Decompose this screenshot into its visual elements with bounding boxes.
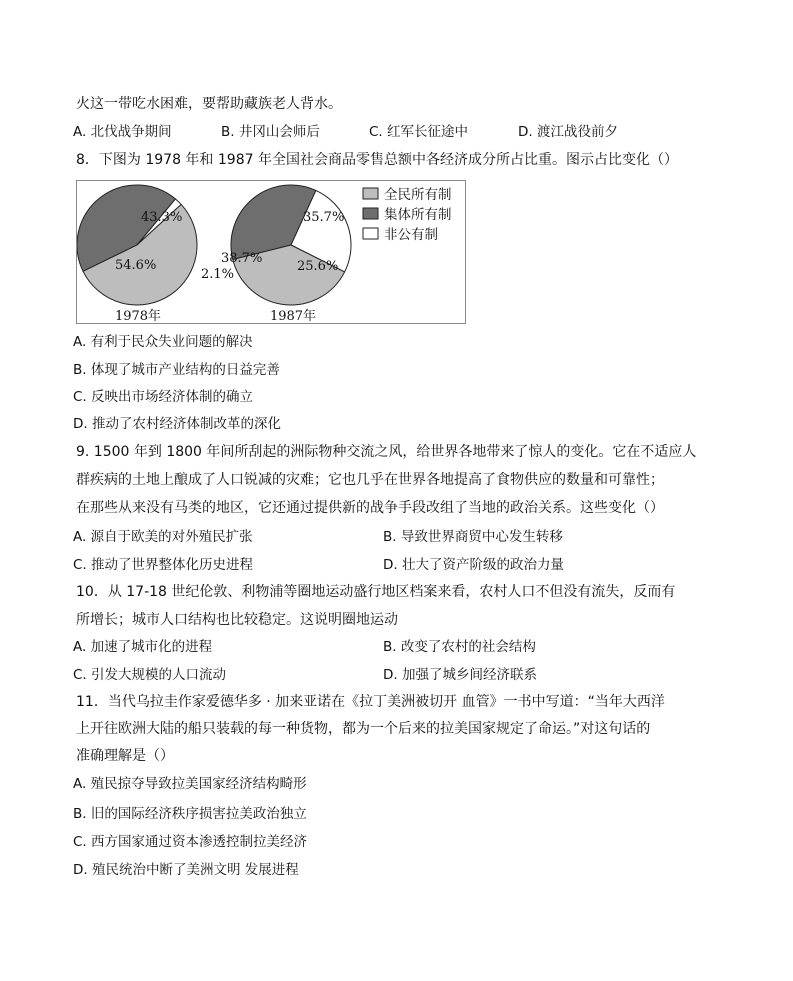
q11-option-b[interactable]: B. 旧的国际经济秩序损害拉美政治独立 — [73, 806, 307, 822]
pie-value-label: 54.6% — [115, 258, 157, 273]
q8-option-c[interactable]: C. 反映出市场经济体制的确立 — [73, 389, 254, 405]
legend-label: 集体所有制 — [384, 207, 452, 223]
q7-option-b[interactable]: B. 井冈山会师后 — [221, 124, 320, 140]
q10-option-a[interactable]: A. 加速了城市化的进程 — [73, 639, 213, 655]
pie-year-label: 1978年 — [114, 309, 162, 323]
q9-option-d[interactable]: D. 壮大了资产阶级的政治力量 — [383, 557, 564, 573]
pie-value-label: 25.6% — [297, 259, 339, 274]
q8-option-d[interactable]: D. 推动了农村经济体制改革的深化 — [73, 416, 281, 432]
q8-option-a[interactable]: A. 有利于民众失业问题的解决 — [73, 334, 253, 350]
q8-stem: 8．下图为 1978 年和 1987 年全国社会商品零售总额中各经济成分所占比重。图示占比变化（） — [76, 152, 678, 168]
q9-stem-line-2: 群疾病的土地上酿成了人口锐减的灾难；它也几乎在世界各地提高了食物供应的数量和可靠性； — [76, 472, 664, 488]
legend-label: 非公有制 — [384, 227, 438, 243]
q9-option-b[interactable]: B. 导致世界商贸中心发生转移 — [383, 529, 563, 545]
pie-value-label: 2.1% — [201, 267, 235, 282]
legend-swatch — [363, 228, 378, 239]
legend-swatch — [363, 188, 378, 199]
pie-chart-figure — [76, 180, 466, 324]
q10-option-b[interactable]: B. 改变了农村的社会结构 — [383, 639, 536, 655]
q9-stem-line-3: 在那些从来没有马类的地区，它还通过提供新的战争手段改组了当地的政治关系。这些变化（） — [76, 500, 664, 516]
q11-stem-line-1: 11．当代乌拉圭作家爱德华多 · 加来亚诺在《拉丁美洲被切开 血管》一书中写道：“当年大西洋 — [76, 694, 665, 710]
q7-option-a[interactable]: A. 北伐战争期间 — [73, 124, 172, 140]
pie-year-label: 1987年 — [269, 309, 317, 323]
pie-value-label: 43.3% — [141, 210, 183, 225]
q11-option-c[interactable]: C. 西方国家通过资本渗透控制拉美经济 — [73, 834, 308, 850]
q11-stem-line-2: 上开往欧洲大陆的船只装载的每一种货物，都为一个后来的拉美国家规定了命运。”对这句话的 — [76, 721, 651, 737]
q7-stem-tail: 火这一带吃水困难，要帮助藏族老人背水。 — [76, 96, 342, 112]
legend-swatch — [363, 208, 378, 219]
q10-option-c[interactable]: C. 引发大规模的人口流动 — [73, 667, 227, 683]
q11-option-d[interactable]: D. 殖民统治中断了美洲文明 发展进程 — [73, 862, 299, 878]
q11-stem-line-3: 准确理解是（） — [76, 748, 174, 764]
pie-chart-canvas — [77, 181, 465, 323]
q7-option-d[interactable]: D. 渡江战役前夕 — [518, 124, 618, 140]
q9-option-a[interactable]: A. 源自于欧美的对外殖民扩张 — [73, 529, 253, 545]
q9-stem-line-1: 9. 1500 年到 1800 年间所刮起的洲际物种交流之风，给世界各地带来了惊人的变化。它在不适应人 — [76, 444, 697, 460]
q7-option-c[interactable]: C. 红军长征途中 — [369, 124, 469, 140]
q9-option-c[interactable]: C. 推动了世界整体化历史进程 — [73, 557, 254, 573]
pie-value-label: 38.7% — [221, 251, 263, 266]
pie-value-label: 35.7% — [303, 210, 345, 225]
q8-option-b[interactable]: B. 体现了城市产业结构的日益完善 — [73, 362, 280, 378]
q11-option-a[interactable]: A. 殖民掠夺导致拉美国家经济结构畸形 — [73, 776, 307, 792]
q10-stem-line-1: 10．从 17-18 世纪伦敦、利物浦等圈地运动盛行地区档案来看，农村人口不但没有流失，反而有 — [76, 584, 676, 600]
legend-label: 全民所有制 — [384, 187, 452, 203]
q10-stem-line-2: 所增长；城市人口结构也比较稳定。这说明圈地运动 — [76, 612, 398, 628]
q10-option-d[interactable]: D. 加强了城乡间经济联系 — [383, 667, 537, 683]
